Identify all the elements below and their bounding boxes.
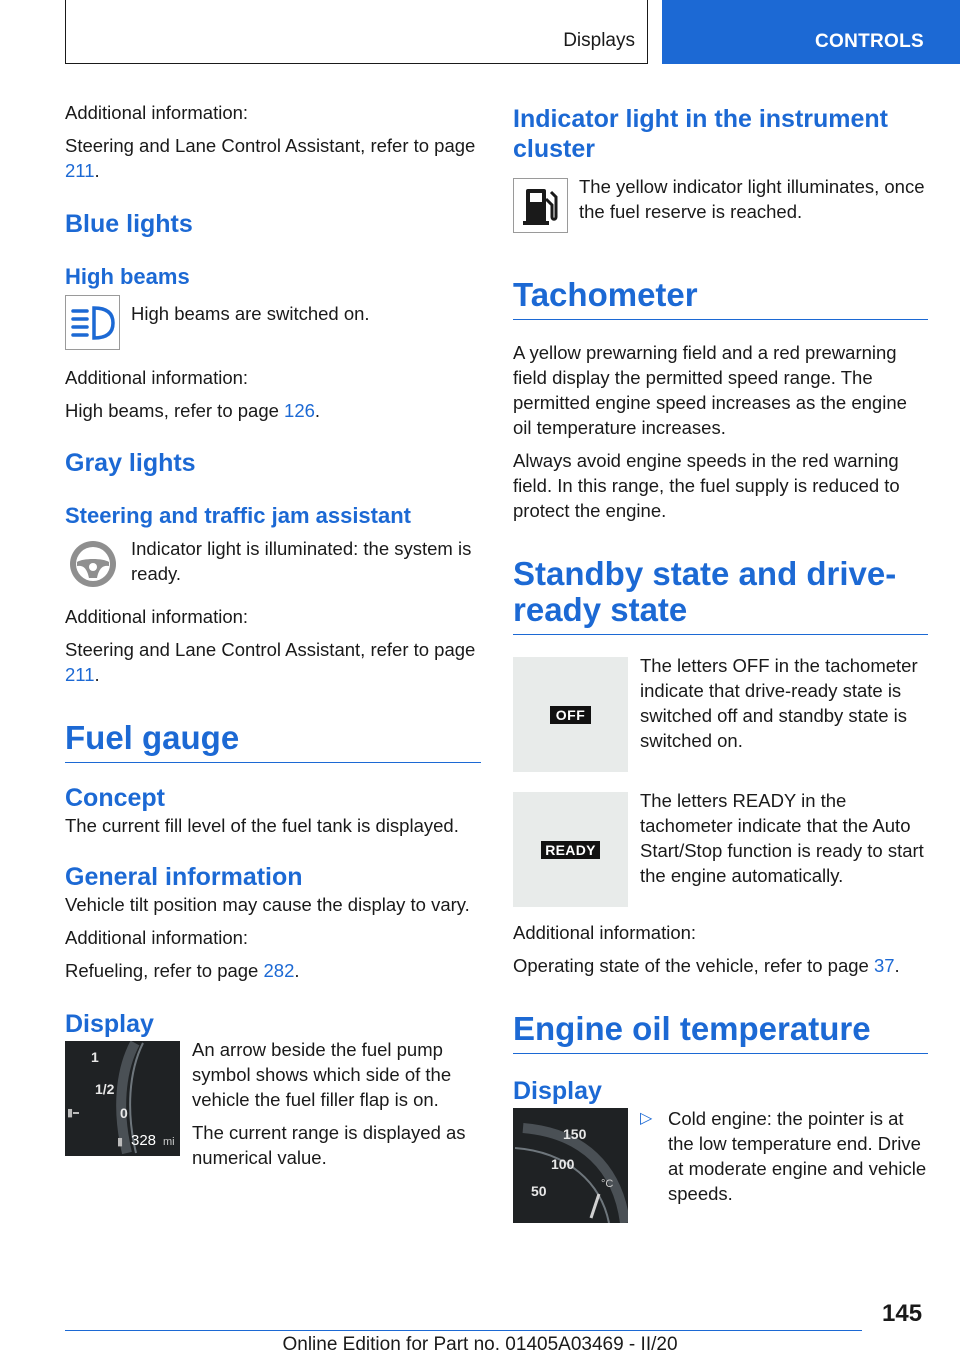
subheading-steering-assistant: Steering and traffic jam assistant	[65, 503, 411, 528]
header-chapter: CONTROLS	[815, 31, 925, 52]
cross-reference: Refueling, refer to page 282.	[65, 960, 300, 981]
steering-description: Indicator light is illuminated: the system is ready.	[131, 538, 472, 584]
page-link[interactable]: 211	[65, 160, 95, 181]
steering-wheel-icon	[65, 534, 120, 594]
section-heading-fuel-gauge: Fuel gauge	[65, 720, 481, 763]
high-beam-icon	[65, 295, 120, 350]
display-text-2: The current range is displayed as numerical value.	[192, 1122, 466, 1168]
oil-mark-150: 150	[563, 1126, 587, 1142]
additional-info-label: Additional information:	[65, 606, 249, 627]
off-description: The letters OFF in the tachometer indicate that drive-ready state is switched off and standby state is switched on.	[640, 655, 918, 751]
range-fuel-icon: ▮	[117, 1136, 124, 1148]
gauge-mark-1: 1	[91, 1049, 99, 1065]
section-heading-blue-lights: Blue lights	[65, 210, 193, 238]
header-section: Displays	[563, 30, 635, 51]
header-chapter-box	[662, 0, 960, 64]
ready-description: The letters READY in the tachometer indicate that the Auto Start/Stop function is ready to start the engine automatically.	[640, 790, 924, 886]
oil-temperature-gauge-image	[513, 1108, 628, 1223]
cross-reference: Operating state of the vehicle, refer to page 37.	[513, 955, 900, 976]
fuel-display-row	[65, 1039, 481, 1170]
page-link[interactable]: 126	[284, 400, 315, 421]
fuel-pump-icon: ▮	[67, 1107, 74, 1119]
off-row	[513, 657, 928, 772]
section-heading-standby: Standby state and drive-ready state	[513, 556, 928, 635]
gauge-mark-0: 0	[120, 1105, 128, 1121]
general-text: Vehicle tilt position may cause the display to vary.	[65, 894, 470, 915]
section-heading-engine-oil: Engine oil temperature	[513, 1011, 928, 1054]
subheading-display: Display	[65, 1010, 154, 1038]
subheading-indicator-light: Indicator light in the instrument cluster	[513, 105, 888, 163]
off-image	[513, 657, 628, 772]
fuel-gauge-image	[65, 1041, 180, 1156]
additional-info-label: Additional information:	[65, 367, 249, 388]
ready-label: READY	[541, 841, 600, 859]
range-value: 328	[131, 1132, 157, 1149]
high-beams-row	[65, 295, 481, 350]
additional-info-label: Additional information:	[65, 102, 249, 123]
oil-mark-100: 100	[551, 1156, 575, 1172]
footer-edition: Online Edition for Part no. 01405A03469 - II/20	[282, 1334, 678, 1355]
additional-info-label: Additional information:	[513, 922, 697, 943]
tachometer-text-1: A yellow prewarning field and a red prewarning field display the permitted speed range. The permitted engine speed increases as the engine oil temperature increases.	[513, 342, 907, 438]
oil-display-row	[513, 1108, 928, 1223]
concept-text: The current fill level of the fuel tank is displayed.	[65, 815, 459, 836]
steering-row	[65, 534, 481, 594]
page-link[interactable]: 211	[65, 664, 95, 685]
oil-unit: °C	[601, 1178, 614, 1190]
bullet-triangle-icon: ▷	[640, 1110, 653, 1127]
gauge-mark-half: 1/2	[95, 1081, 115, 1097]
oil-bullet-item	[640, 1106, 928, 1206]
oil-mark-50: 50	[531, 1183, 547, 1199]
subheading-concept: Concept	[65, 784, 165, 812]
indicator-row	[513, 178, 928, 233]
section-heading-tachometer: Tachometer	[513, 277, 928, 320]
tachometer-text-2: Always avoid engine speeds in the red warning field. In this range, the fuel supply is reduced to protect the engine.	[513, 450, 900, 521]
page-link[interactable]: 282	[263, 960, 295, 981]
right-column	[513, 100, 928, 1223]
page-link[interactable]: 37	[873, 955, 895, 976]
cross-reference: Steering and Lane Control Assistant, refer to page 211.	[65, 639, 476, 685]
additional-info-label: Additional information:	[65, 927, 249, 948]
ready-row	[513, 792, 928, 907]
cross-reference: High beams, refer to page 126.	[65, 400, 321, 421]
subheading-general-information: General information	[65, 863, 303, 891]
header-box	[65, 0, 648, 64]
indicator-description: The yellow indicator light illuminates, once the fuel reserve is reached.	[579, 176, 925, 222]
high-beams-description: High beams are switched on.	[131, 303, 370, 324]
off-label: OFF	[550, 706, 592, 724]
fuel-pump-icon	[513, 178, 568, 233]
ready-image	[513, 792, 628, 907]
display-text-1: An arrow beside the fuel pump symbol shows which side of the vehicle the fuel filler flap is on.	[192, 1039, 452, 1110]
cross-reference: Steering and Lane Control Assistant, refer to page 211.	[65, 135, 476, 181]
left-column	[65, 100, 481, 1170]
oil-bullet-text: Cold engine: the pointer is at the low temperature end. Drive at moderate engine and vehicle speeds.	[668, 1108, 927, 1204]
range-unit: mi	[163, 1136, 175, 1148]
subheading-oil-display: Display	[513, 1077, 602, 1105]
footer-divider	[65, 1330, 862, 1331]
section-heading-gray-lights: Gray lights	[65, 449, 196, 477]
subheading-high-beams: High beams	[65, 264, 190, 289]
page-number: 145	[882, 1300, 923, 1327]
